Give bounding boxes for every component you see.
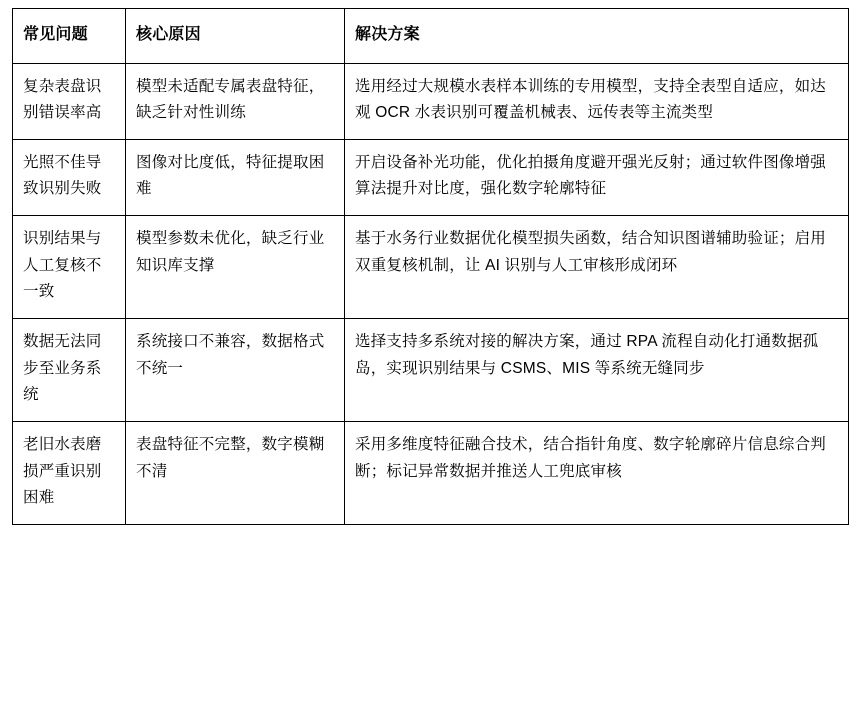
cell-cause: 模型未适配专属表盘特征，缺乏针对性训练 [126,63,345,139]
table-body [13,63,849,525]
cell-cause: 表盘特征不完整，数字模糊不清 [126,422,345,525]
table-row [13,319,849,422]
cell-solution: 采用多维度特征融合技术，结合指针角度、数字轮廓碎片信息综合判断；标记异常数据并推送人工兜底审核 [345,422,849,525]
cell-solution: 选择支持多系统对接的解决方案，通过 RPA 流程自动化打通数据孤岛，实现识别结果与 CSMS、MIS 等系统无缝同步 [345,319,849,422]
cell-issue: 老旧水表磨损严重识别困难 [13,422,126,525]
table-row [13,139,849,215]
column-header-cause: 核心原因 [126,9,345,64]
cell-cause: 模型参数未优化，缺乏行业知识库支撑 [126,216,345,319]
cell-solution: 开启设备补光功能，优化拍摄角度避开强光反射；通过软件图像增强算法提升对比度，强化数字轮廓特征 [345,139,849,215]
cell-cause: 图像对比度低，特征提取困难 [126,139,345,215]
cell-issue: 数据无法同步至业务系统 [13,319,126,422]
table-row [13,216,849,319]
cell-issue: 复杂表盘识别错误率高 [13,63,126,139]
cell-issue: 光照不佳导致识别失败 [13,139,126,215]
cell-solution: 选用经过大规模水表样本训练的专用模型，支持全表型自适应，如达观 OCR 水表识别可覆盖机械表、远传表等主流类型 [345,63,849,139]
column-header-solution: 解决方案 [345,9,849,64]
column-header-issue: 常见问题 [13,9,126,64]
cell-solution: 基于水务行业数据优化模型损失函数，结合知识图谱辅助验证；启用双重复核机制，让 AI 识别与人工审核形成闭环 [345,216,849,319]
table-header [13,9,849,64]
issues-table [12,8,849,525]
cell-cause: 系统接口不兼容，数据格式不统一 [126,319,345,422]
table-header-row [13,9,849,64]
cell-issue: 识别结果与人工复核不一致 [13,216,126,319]
table-row [13,63,849,139]
table-row [13,422,849,525]
